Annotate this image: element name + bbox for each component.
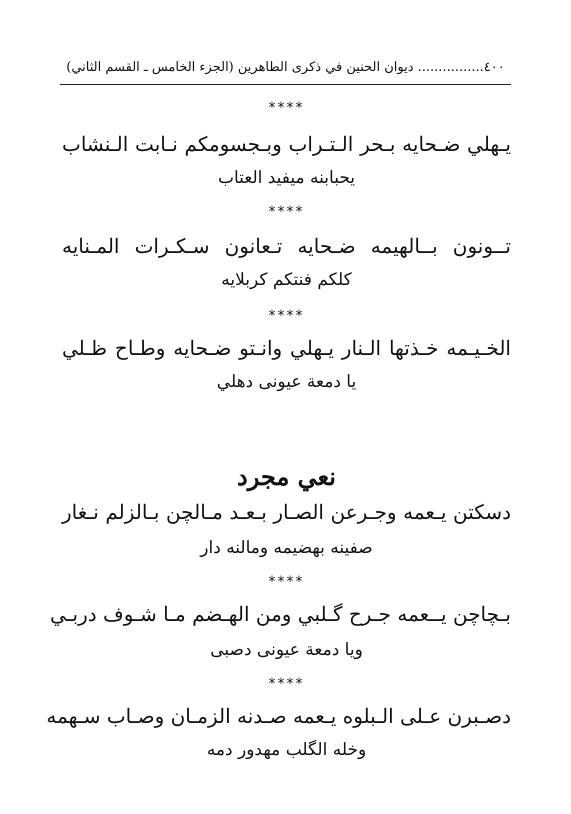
verse-refrain: كلكم فنتكم كربلايه: [221, 270, 352, 290]
verse-refrain: ويا دمعة عيونى دصبى: [210, 640, 363, 660]
verse-refrain: يحبابنه ميفيد العتاب: [217, 168, 356, 188]
separator: ****: [268, 676, 305, 692]
verse-refrain: صفينه بهضيمه ومالنه دار: [200, 538, 373, 558]
verse-refrain: وخله الگلب مهدور دمه: [206, 740, 367, 760]
verse-line: تــونون بــالهيمه ضـحايه تـعانون سـكـرات المـنايه: [62, 234, 511, 258]
verse-line: دسكتن يـعمه وجـرعن الصـار بـعـد مـالچن بـالزلم نـغار: [62, 500, 511, 524]
page-header: [60, 56, 511, 85]
verse-line: الخـيـمه خـذتها الـنار يـهلي وانـتو ضـحايه وطـاح ظـلي: [62, 336, 511, 360]
verse-line: دصـبرن عـلى الـبلوه يـعمه صـدنه الزمـان وصـاب سـهمه: [46, 704, 511, 728]
verse-line: بـچاچن يــعمه جـرح گـلبي ومن الهـضم مـا شـوف دربـي: [50, 602, 511, 626]
separator: ****: [268, 574, 305, 590]
separator: ****: [268, 308, 305, 324]
separator: ****: [268, 100, 305, 116]
section-title: نعي مجرد: [237, 462, 336, 491]
separator: ****: [268, 204, 305, 220]
verse-refrain: يا دمعة عيونى دهلي: [216, 372, 357, 392]
running-header: ٤٠٠................ ديوان الحنين في ذكرى الطاهرين (الجزء الخامس ـ القسم الثاني): [66, 60, 505, 75]
verse-line: يـهلي ضـحايه بـحر الـتـراب وبـجسومكم نـابت الـنشاب: [62, 132, 511, 156]
